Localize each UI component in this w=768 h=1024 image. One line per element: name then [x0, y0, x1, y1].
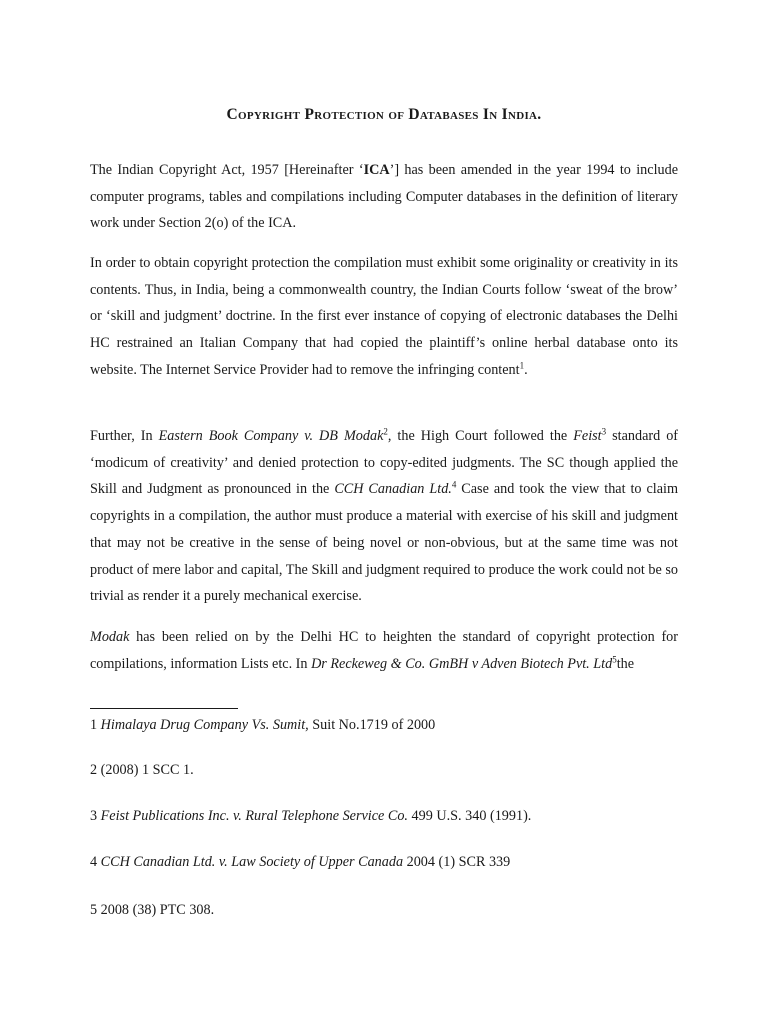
footnote-number: 5 — [90, 902, 101, 918]
footnote-number: 1 — [90, 717, 101, 733]
footnote-3 — [90, 806, 678, 826]
paragraph-3-text-a: Further, In — [90, 428, 159, 444]
footnote-case-name: Feist Publications Inc. v. Rural Telephone Service Co. — [100, 808, 408, 824]
paragraph-4 — [90, 624, 678, 677]
paragraph-2 — [90, 250, 678, 384]
footnote-case-name: CCH Canadian Ltd. v. Law Society of Upper Canada — [100, 854, 404, 870]
footnote-ref-1[interactable]: 1 — [519, 360, 525, 371]
paragraph-4-text-a: has been relied on by the Delhi HC to heighten the standard of copyright protection for compilations, information Lists etc. In — [90, 629, 678, 672]
footnote-ref-5[interactable]: 5 — [612, 653, 617, 664]
ica-abbreviation: ICA — [363, 162, 390, 178]
paragraph-1-text-b: ’] has been amended in the year 1994 to include computer programs, tables and compilations including Computer databases in the definition of literary work under Section 2(o) of the ICA. — [90, 162, 678, 232]
case-name-feist: Feist — [573, 428, 602, 444]
paragraph-1 — [90, 157, 678, 237]
footnote-4 — [90, 852, 678, 872]
footnote-case-name: Himalaya Drug Company Vs. Sumit, — [100, 717, 309, 733]
paragraph-3-text-b: , the High Court followed the — [387, 428, 574, 444]
footnote-number: 2 — [90, 762, 101, 778]
footnote-5 — [90, 900, 678, 920]
paragraph-2-text-a: In order to obtain copyright protection the compilation must exhibit some originality or creativity in its contents. Thus, in India, being a commonwealth country, the Indian Courts follow ‘sweat of the brow’ or ‘skill and judgment’ doctrine. In the first ever instance of copying of electronic databases the Delhi HC restrained an Italian Company that had copied the plaintiff’s online herbal database onto its website. The Internet Service Provider had to remove the infringing content — [90, 255, 678, 378]
footnote-citation: 499 U.S. 340 (1991). — [407, 808, 532, 824]
document-title: Copyright Protection of Databases In India. — [226, 106, 542, 123]
footnote-2 — [90, 760, 678, 780]
case-name-cch: CCH Canadian Ltd. — [334, 481, 452, 498]
footnote-number: 4 — [90, 854, 101, 870]
footnote-separator — [90, 708, 238, 709]
footnote-citation: 2008 (38) PTC 308. — [100, 902, 215, 918]
footnote-citation: Suit No.1719 of 2000 — [308, 717, 436, 733]
footnote-ref-4[interactable]: 4 — [451, 479, 457, 490]
paragraph-3-text-d: Case and took the view that to claim copyrights in a compilation, the author must produce a material with exercise of his skill and judgment that may not be creative in the sense of being novel or non-obvious, but at the same time was not product of mere labor and capital, The Skill and judgment required to produce the work could not be so trivial as render it a purely mechanical exercise. — [90, 481, 678, 605]
paragraph-3-text-c: standard of ‘modicum of creativity’ and denied protection to copy-edited judgments. The SC though applied the Skill and Judgment as pronounced in the — [90, 428, 679, 498]
paragraph-3 — [90, 423, 678, 610]
case-name-eastern-book: Eastern Book Company v. DB Modak — [158, 428, 384, 444]
footnote-number: 3 — [90, 808, 101, 824]
case-name-reckeweg: Dr Reckeweg & Co. GmBH v Adven Biotech Pvt. Ltd — [311, 655, 613, 672]
paragraph-4-text-b: the — [616, 655, 635, 672]
case-name-modak: Modak — [90, 629, 130, 645]
paragraph-2-text-b: . — [524, 361, 528, 378]
footnote-1 — [90, 715, 678, 735]
footnote-ref-3[interactable]: 3 — [601, 426, 607, 437]
footnote-citation: (2008) 1 SCC 1. — [100, 762, 194, 778]
footnote-citation: 2004 (1) SCR 339 — [403, 854, 511, 870]
paragraph-1-text-a: The Indian Copyright Act, 1957 [Hereinafter ‘ — [90, 162, 364, 178]
footnote-ref-2[interactable]: 2 — [383, 426, 388, 437]
